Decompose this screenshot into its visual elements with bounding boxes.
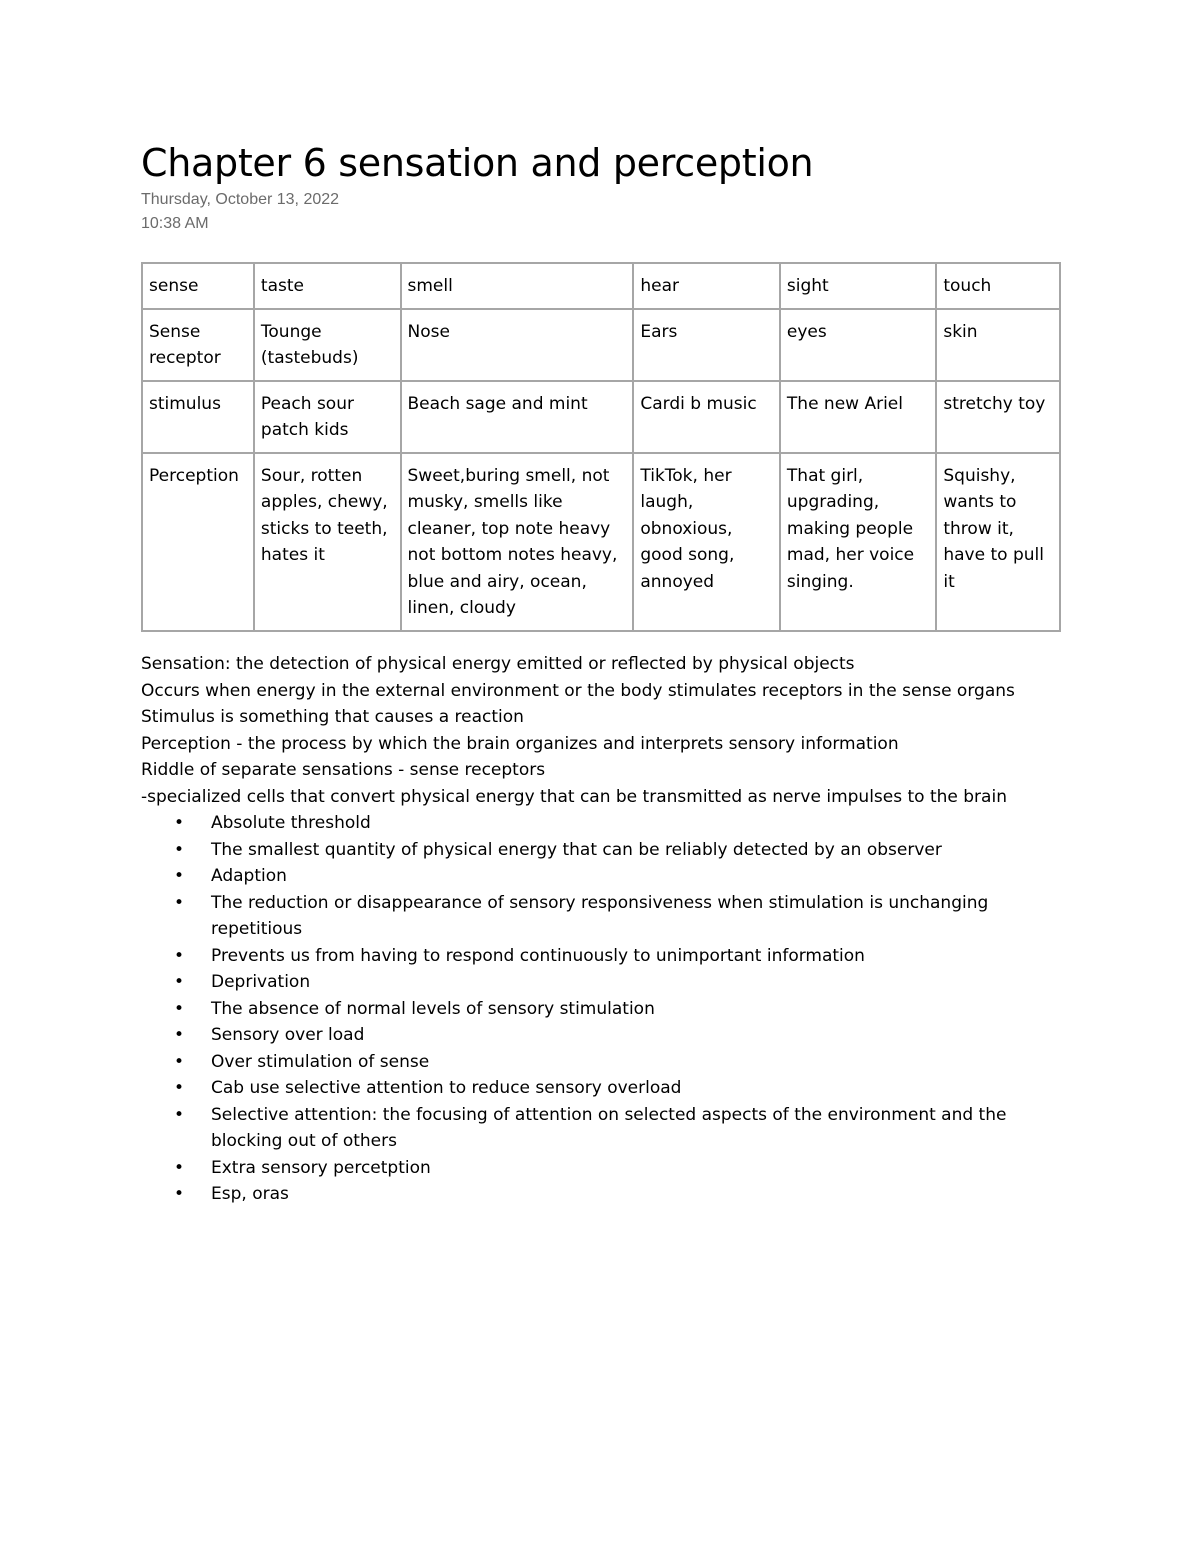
note-line: Sensation: the detection of physical energy emitted or reflected by physical objects: [141, 654, 855, 674]
table-cell: touch: [936, 263, 1060, 309]
table-cell: sense: [142, 263, 254, 309]
bullet-icon: •: [174, 866, 185, 886]
note-time: 10:38 AM: [141, 215, 209, 232]
bullet-icon: •: [174, 1184, 185, 1204]
list-item: [141, 1155, 1061, 1182]
list-item-text: The reduction or disappearance of sensory responsiveness when stimulation is unchanging repetitious: [211, 892, 989, 939]
table-cell: sight: [780, 263, 936, 309]
table-cell: Cardi b music: [633, 381, 780, 453]
table-cell: eyes: [780, 309, 936, 381]
list-item-text: Esp, oras: [211, 1184, 289, 1204]
note-line: Stimulus is something that causes a reaction: [141, 707, 524, 727]
list-item-text: Extra sensory percetption: [211, 1157, 431, 1178]
bullet-icon: •: [174, 1078, 185, 1098]
bullet-icon: •: [174, 972, 185, 992]
table-cell: stimulus: [142, 381, 254, 453]
table-row: [142, 381, 1060, 453]
page-title: Chapter 6 sensation and perception: [141, 141, 814, 185]
list-item: [141, 810, 1061, 837]
list-item: [141, 837, 1061, 864]
table-cell: Sense receptor: [142, 309, 254, 381]
list-item-text: Absolute threshold: [211, 813, 371, 833]
notes-body: [141, 651, 1061, 1208]
table-cell: The new Ariel: [780, 381, 936, 453]
list-item-text: Prevents us from having to respond continuously to unimportant information: [211, 945, 865, 966]
table-cell: stretchy toy: [936, 381, 1060, 453]
note-date: Thursday, October 13, 2022: [141, 191, 340, 208]
table-cell: Tounge (tastebuds): [254, 309, 401, 381]
table-row: [142, 453, 1060, 631]
list-item: [141, 1075, 1061, 1102]
table-cell: Perception: [142, 453, 254, 631]
list-item-text: The absence of normal levels of sensory stimulation: [211, 998, 655, 1019]
list-item-text: Selective attention: the focusing of attention on selected aspects of the environment and the blocking out of others: [211, 1104, 1007, 1151]
list-item: [141, 1022, 1061, 1049]
list-item: [141, 943, 1061, 970]
senses-table: [141, 262, 1061, 632]
bullet-icon: •: [174, 1157, 185, 1178]
bullet-icon: •: [174, 998, 185, 1019]
list-item: [141, 1181, 1061, 1208]
bullet-list: [141, 810, 1061, 1208]
bullet-icon: •: [174, 1025, 185, 1045]
table-cell: That girl, upgrading, making people mad, her voice singing.: [780, 453, 936, 631]
table-cell: Beach sage and mint: [401, 381, 634, 453]
bullet-icon: •: [174, 839, 185, 860]
table-cell: Peach sour patch kids: [254, 381, 401, 453]
table-cell: TikTok, her laugh, obnoxious, good song, annoyed: [633, 453, 780, 631]
list-item-text: Adaption: [211, 866, 287, 886]
list-item-text: Over stimulation of sense: [211, 1051, 430, 1072]
note-line: -specialized cells that convert physical energy that can be transmitted as nerve impulses to the brain: [141, 786, 1007, 807]
bullet-icon: •: [174, 945, 185, 966]
table-row: [142, 309, 1060, 381]
table-cell: Sour, rotten apples, chewy, sticks to teeth, hates it: [254, 453, 401, 631]
note-page: [141, 138, 1061, 1204]
table-cell: Ears: [633, 309, 780, 381]
note-line: Perception - the process by which the brain organizes and interprets sensory information: [141, 733, 899, 754]
note-line: Occurs when energy in the external environment or the body stimulates receptors in the sense organs: [141, 680, 1015, 701]
note-line: Riddle of separate sensations - sense receptors: [141, 760, 546, 780]
table-cell: smell: [401, 263, 634, 309]
bullet-icon: •: [174, 1051, 185, 1072]
list-item: [141, 890, 1061, 943]
list-item-text: Cab use selective attention to reduce sensory overload: [211, 1078, 682, 1098]
list-item: [141, 996, 1061, 1023]
list-item-text: Sensory over load: [211, 1025, 365, 1045]
table-cell: taste: [254, 263, 401, 309]
list-item: [141, 1102, 1061, 1155]
table-cell: Sweet,buring smell, not musky, smells like cleaner, top note heavy not bottom notes heavy, blue and airy, ocean, linen, cloudy: [401, 453, 634, 631]
bullet-icon: •: [174, 1104, 185, 1125]
table-cell: Nose: [401, 309, 634, 381]
table-cell: hear: [633, 263, 780, 309]
table-row: [142, 263, 1060, 309]
list-item-text: Deprivation: [211, 972, 311, 992]
bullet-icon: •: [174, 813, 185, 833]
list-item: [141, 1049, 1061, 1076]
bullet-icon: •: [174, 892, 185, 913]
list-item-text: The smallest quantity of physical energy that can be reliably detected by an observer: [211, 839, 942, 860]
list-item: [141, 969, 1061, 996]
table-cell: skin: [936, 309, 1060, 381]
table-cell: Squishy, wants to throw it, have to pull it: [936, 453, 1060, 631]
list-item: [141, 863, 1061, 890]
